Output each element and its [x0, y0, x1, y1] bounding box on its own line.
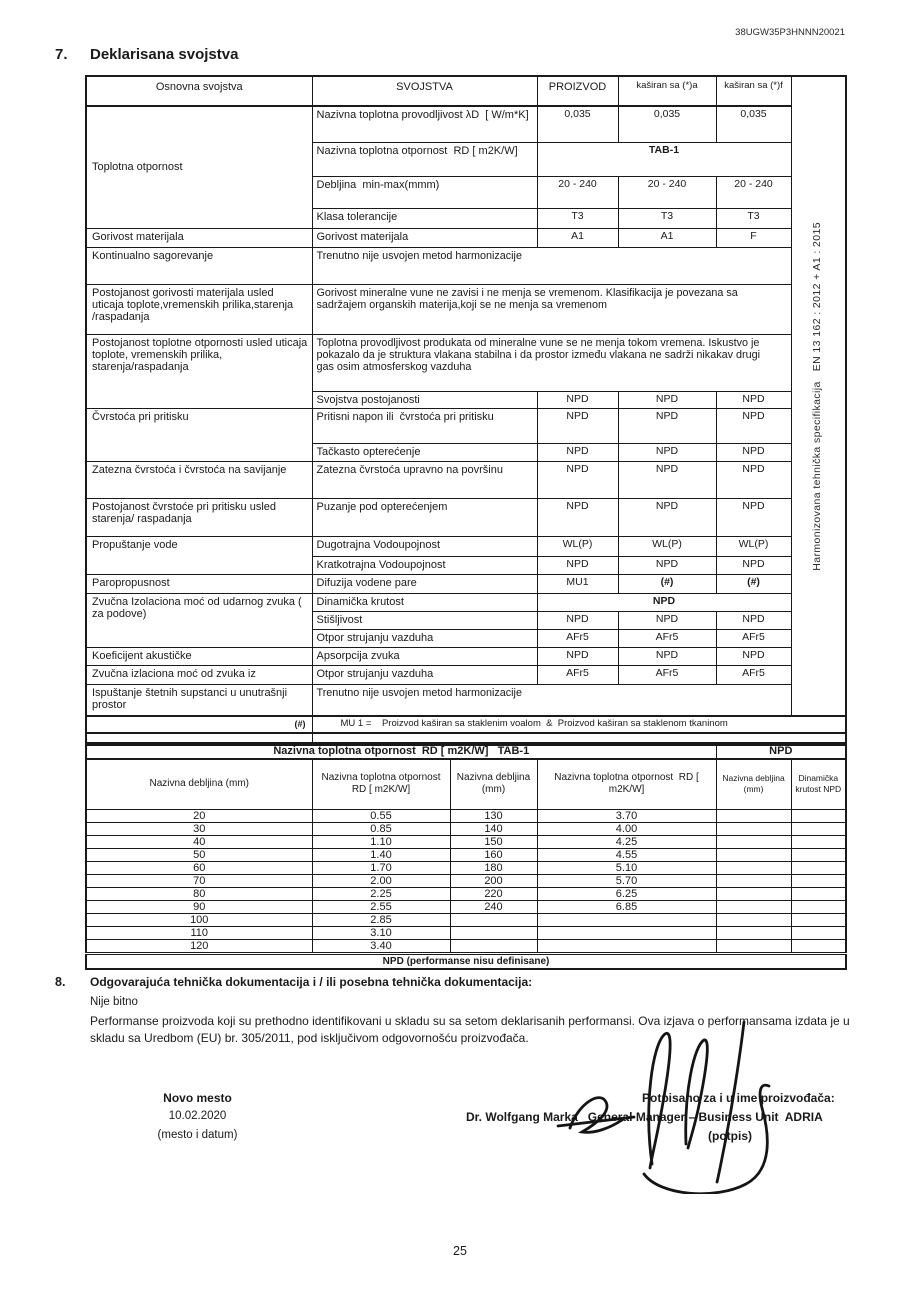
data-cell: 1.70 [312, 861, 450, 874]
merged-note: Trenutno nije usvojen metod harmonizacije [312, 247, 791, 284]
header-laminated-f: kaširan sa (*)f [716, 76, 791, 106]
table-row [86, 408, 846, 443]
value-cell: NPD [716, 647, 791, 665]
data-cell [716, 887, 791, 900]
property-durability-combustibility: Postojanost gorivosti materijala usled uticaja toplote,vremenskih prilika,starenja /raspadanja [86, 284, 312, 334]
data-cell: 140 [450, 822, 537, 835]
value-cell: NPD [618, 647, 716, 665]
col-header-thickness-2: Nazivna debljina (mm) [450, 759, 537, 809]
header-properties: SVOJSTVA [312, 76, 537, 106]
table-row [86, 461, 846, 498]
value-cell: AFr5 [716, 629, 791, 647]
tab1-data-row [86, 913, 846, 926]
value-cell: 20 - 240 [716, 176, 791, 208]
data-cell [791, 926, 846, 939]
value-cell: NPD [537, 611, 618, 629]
property-combustibility: Gorivost materijala [86, 228, 312, 247]
footnote-text: MU 1 = Proizvod kaširan sa staklenim voalom & Proizvod kaširan sa staklenom tkaninom [312, 716, 846, 733]
data-cell: 240 [450, 900, 537, 913]
tab1-data-row [86, 926, 846, 939]
data-cell: 90 [86, 900, 312, 913]
data-cell: 1.40 [312, 848, 450, 861]
value-cell: NPD [618, 443, 716, 461]
attr-durability-characteristics: Svojstva postojanosti [312, 391, 537, 408]
property-vapour-permeability: Paropropusnost [86, 574, 312, 593]
attr-water-vapour-diffusion: Difuzija vodene pare [312, 574, 537, 593]
data-cell [716, 874, 791, 887]
value-cell: NPD [716, 611, 791, 629]
value-cell: NPD [537, 647, 618, 665]
npd-definition: NPD (performanse nisu definisane) [86, 953, 846, 969]
signature-place: Novo mesto [163, 1091, 232, 1105]
header-basic-properties: Osnovna svojstva [86, 76, 312, 106]
section8-title: Odgovarajuća tehnička dokumentacija i / ili posebna tehnička dokumentacija: [90, 975, 533, 989]
value-cell: AFr5 [716, 665, 791, 684]
tab1-data-row [86, 809, 846, 822]
data-cell [791, 822, 846, 835]
data-cell: 50 [86, 848, 312, 861]
data-cell: 200 [450, 874, 537, 887]
tab1-data-row [86, 874, 846, 887]
value-cell: NPD [537, 556, 618, 574]
data-cell: 2.25 [312, 887, 450, 900]
document-number: 38UGW35P3HNNN20021 [735, 27, 845, 38]
tab1-data-row [86, 900, 846, 913]
value-cell: AFr5 [537, 665, 618, 684]
data-cell [716, 835, 791, 848]
data-cell: 60 [86, 861, 312, 874]
value-cell: NPD [537, 498, 618, 536]
table-row [86, 647, 846, 665]
data-cell [791, 900, 846, 913]
data-cell [537, 913, 716, 926]
signatory-name: Dr. Wolfgang Marka General Manager – Business Unit ADRIA [466, 1110, 823, 1124]
merged-note: Toplotna provodljivost produkata od mineralne vune se ne menja tokom vremena. Iskustvo je pokazalo da je struktura vlakana stabilna i da prostor između vlakana ne sadrži nikakav drugi gas osim atmosferskog vazduha [312, 334, 791, 391]
table-row [86, 593, 846, 611]
data-cell: 2.00 [312, 874, 450, 887]
data-cell: 120 [86, 939, 312, 953]
data-cell [791, 809, 846, 822]
data-cell [537, 939, 716, 953]
data-cell: 130 [450, 809, 537, 822]
data-cell [791, 887, 846, 900]
data-cell: 20 [86, 809, 312, 822]
table-row [86, 684, 846, 716]
data-cell [537, 926, 716, 939]
data-cell [716, 822, 791, 835]
section8-paragraph: Performanse proizvoda koji su prethodno identifikovani u skladu su sa setom deklarisanih performansi. Ova izjava o performansama izdata je u skladu sa Uredbom (EU) br. 305/2011, pod isključivom odgovornošću proizvođača. [90, 1014, 850, 1045]
property-durability-compressive: Postojanost čvrstoće pri pritisku usled starenja/ raspadanja [86, 498, 312, 536]
data-cell: 3.70 [537, 809, 716, 822]
merged-note: Gorivost mineralne vune ne zavisi i ne menja se vremenom. Klasifikacija je povezana sa sadržajem organskih materija,koji se ne menja sa vremenom [312, 284, 791, 334]
data-cell: 180 [450, 861, 537, 874]
footnote-marker: (#) [86, 716, 312, 733]
data-cell [716, 809, 791, 822]
col-header-resistance-1: Nazivna toplotna otpornost RD [ m2K/W] [312, 759, 450, 809]
property-airborne-sound-insulation: Zvučna izlaciona moć od zvuka iz [86, 665, 312, 684]
value-cell: NPD [537, 461, 618, 498]
attr-tolerance-class: Klasa tolerancije [312, 208, 537, 228]
data-cell [450, 926, 537, 939]
attr-dynamic-stiffness: Dinamička krutost [312, 593, 537, 611]
table-header-row [86, 76, 846, 106]
tab1-data-row [86, 939, 846, 953]
harmonized-spec-cell [791, 76, 846, 716]
value-cell: AFr5 [618, 665, 716, 684]
attr-tensile-perpendicular: Zatezna čvrstoća upravno na površinu [312, 461, 537, 498]
data-cell [716, 913, 791, 926]
attr-creep: Puzanje pod opterećenjem [312, 498, 537, 536]
property-tensile-strength: Zatezna čvrstoća i čvrstoća na savijanje [86, 461, 312, 498]
property-continuous-glowing: Kontinualno sagorevanje [86, 247, 312, 284]
attr-long-term-water-absorption: Dugotrajna Vodoupojnost [312, 536, 537, 556]
declared-properties-table [85, 75, 847, 746]
property-dangerous-substances: Ispuštanje štetnih supstanci u unutrašnji prostor [86, 684, 312, 716]
data-cell: 100 [86, 913, 312, 926]
value-cell: NPD [618, 498, 716, 536]
value-cell: 20 - 240 [618, 176, 716, 208]
data-cell: 4.55 [537, 848, 716, 861]
value-cell: F [716, 228, 791, 247]
data-cell: 220 [450, 887, 537, 900]
attr-thickness: Debljina min-max(mmm) [312, 176, 537, 208]
data-cell [791, 913, 846, 926]
data-cell [716, 861, 791, 874]
table-row [86, 536, 846, 556]
header-product: PROIZVOD [537, 76, 618, 106]
value-cell: NPD [716, 443, 791, 461]
footnote-row [86, 716, 846, 733]
section8-number: 8. [55, 975, 66, 989]
data-cell [716, 848, 791, 861]
tab1-footer-row [86, 953, 846, 969]
value-cell: 0,035 [716, 106, 791, 142]
attr-compressive-stress: Pritisni napon ili čvrstoća pri pritisku [312, 408, 537, 443]
value-cell: T3 [618, 208, 716, 228]
table-row [86, 228, 846, 247]
page-number: 25 [453, 1244, 467, 1258]
property-compressive-strength: Čvrstoća pri pritisku [86, 408, 312, 461]
attr-point-load: Tačkasto opterećenje [312, 443, 537, 461]
table-row [86, 574, 846, 593]
data-cell [450, 913, 537, 926]
col-header-dynamic-stiffness: Dinamička krutost NPD [791, 759, 846, 809]
data-cell: 40 [86, 835, 312, 848]
value-cell: NPD [618, 391, 716, 408]
attr-thermal-conductivity: Nazivna toplotna provodljivost λD [ W/m*K] [312, 106, 537, 142]
tab1-npd-title: NPD [716, 743, 846, 759]
data-cell: 2.55 [312, 900, 450, 913]
data-cell [716, 926, 791, 939]
value-cell: A1 [537, 228, 618, 247]
value-cell: MU1 [537, 574, 618, 593]
value-cell: AFr5 [537, 629, 618, 647]
signature-caption: (potpis) [708, 1129, 752, 1143]
value-cell: 0,035 [537, 106, 618, 142]
value-cell: NPD [618, 408, 716, 443]
data-cell: 160 [450, 848, 537, 861]
data-cell: 70 [86, 874, 312, 887]
property-impact-sound-insulation: Zvučna Izolaciona moć od udarnog zvuka ( za podove) [86, 593, 312, 647]
data-cell [716, 939, 791, 953]
data-cell [791, 848, 846, 861]
value-cell: NPD [537, 408, 618, 443]
col-header-resistance-2: Nazivna toplotna otpornost RD [ m2K/W] [537, 759, 716, 809]
table-row [86, 665, 846, 684]
value-cell: NPD [618, 611, 716, 629]
data-cell: 30 [86, 822, 312, 835]
value-cell: T3 [537, 208, 618, 228]
data-cell [450, 939, 537, 953]
tab1-thermal-resistance-table [85, 742, 847, 970]
data-cell [791, 835, 846, 848]
attr-nominal-thermal-resistance: Nazivna toplotna otpornost RD [ m2K/W] [312, 142, 537, 176]
property-durability-thermal: Postojanost toplotne otpornosti usled uticaja toplote, vremenskih prilika, starenja/raspadanja [86, 334, 312, 408]
signed-for-label: Potpisano za i u ime proizvođača: [642, 1091, 835, 1105]
section7-heading [55, 46, 238, 63]
value-cell: NPD [537, 593, 791, 611]
data-cell: 80 [86, 887, 312, 900]
section8-not-relevant: Nije bitno [90, 996, 138, 1008]
data-cell: 0.55 [312, 809, 450, 822]
data-cell: 6.25 [537, 887, 716, 900]
tab1-data-row [86, 887, 846, 900]
attr-sound-absorption: Apsorpcija zvuka [312, 647, 537, 665]
table-row [86, 334, 846, 391]
header-laminated-a: kaširan sa (*)a [618, 76, 716, 106]
property-water-permeability: Propuštanje vode [86, 536, 312, 574]
data-cell: 5.70 [537, 874, 716, 887]
value-tab1: TAB-1 [537, 142, 791, 176]
data-cell: 150 [450, 835, 537, 848]
col-header-thickness-3: Nazivna debljina (mm) [716, 759, 791, 809]
tab1-data-row [86, 822, 846, 835]
tab1-data-row [86, 848, 846, 861]
data-cell: 4.25 [537, 835, 716, 848]
table-row [86, 247, 846, 284]
attr-combustibility: Gorivost materijala [312, 228, 537, 247]
col-header-thickness-1: Nazivna debljina (mm) [86, 759, 312, 809]
value-cell: WL(P) [618, 536, 716, 556]
data-cell: 5.10 [537, 861, 716, 874]
tab1-title: Nazivna toplotna otpornost RD [ m2K/W] TAB-1 [86, 743, 716, 759]
tab1-header-row [86, 759, 846, 809]
property-acoustic-coefficient: Koeficijent akustičke [86, 647, 312, 665]
data-cell: 6.85 [537, 900, 716, 913]
value-cell: NPD [537, 443, 618, 461]
value-cell: WL(P) [537, 536, 618, 556]
value-cell: NPD [716, 498, 791, 536]
value-cell: NPD [537, 391, 618, 408]
table-row [86, 284, 846, 334]
data-cell: 2.85 [312, 913, 450, 926]
data-cell [791, 861, 846, 874]
tab1-data-row [86, 861, 846, 874]
table-row [86, 498, 846, 536]
data-cell: 3.40 [312, 939, 450, 953]
value-cell: NPD [716, 391, 791, 408]
attr-compressibility: Stišljivost [312, 611, 537, 629]
attr-short-term-water-absorption: Kratkotrajna Vodoupojnost [312, 556, 537, 574]
signature-place-caption: (mesto i datum) [157, 1129, 238, 1141]
property-thermal-resistance: Toplotna otpornost [86, 106, 312, 228]
data-cell: 110 [86, 926, 312, 939]
section7-number: 7. [55, 46, 68, 63]
value-cell: (#) [618, 574, 716, 593]
value-cell: NPD [618, 556, 716, 574]
value-cell: T3 [716, 208, 791, 228]
value-cell: 0,035 [618, 106, 716, 142]
table-row [86, 106, 846, 142]
data-cell: 0.85 [312, 822, 450, 835]
attr-airflow-resistance-2: Otpor strujanju vazduha [312, 665, 537, 684]
value-cell: 20 - 240 [537, 176, 618, 208]
value-cell: A1 [618, 228, 716, 247]
data-cell [791, 939, 846, 953]
value-cell: NPD [716, 408, 791, 443]
value-cell: (#) [716, 574, 791, 593]
value-cell: WL(P) [716, 536, 791, 556]
harmonized-spec-wrap [792, 83, 846, 709]
data-cell [716, 900, 791, 913]
harmonized-spec-vertical-text: Harmonizovana tehnička specifikacija EN 13 162 : 2012 + A1 : 2015 [811, 221, 824, 571]
signature-date: 10.02.2020 [168, 1110, 227, 1122]
tab1-title-row [86, 743, 846, 759]
data-cell: 1.10 [312, 835, 450, 848]
data-cell: 3.10 [312, 926, 450, 939]
value-cell: NPD [716, 461, 791, 498]
value-cell: NPD [716, 556, 791, 574]
attr-airflow-resistance: Otpor strujanju vazduha [312, 629, 537, 647]
data-cell [791, 874, 846, 887]
section7-title: Deklarisana svojstva [90, 46, 239, 63]
tab1-data-row [86, 835, 846, 848]
value-cell: AFr5 [618, 629, 716, 647]
merged-note: Trenutno nije usvojen metod harmonizacije [312, 684, 791, 716]
data-cell: 4.00 [537, 822, 716, 835]
value-cell: NPD [618, 461, 716, 498]
